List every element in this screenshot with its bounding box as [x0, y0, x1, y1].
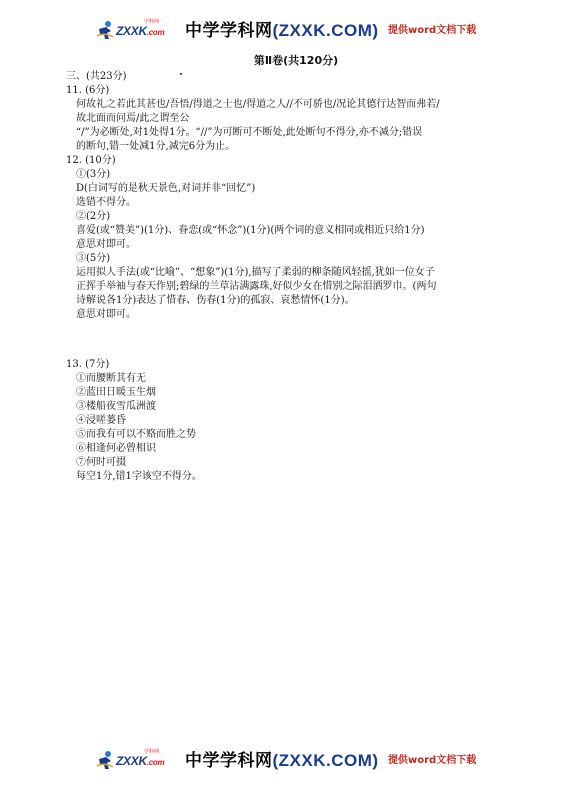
site-title-url: (ZXXK.COM) [272, 751, 379, 770]
site-title-url: (ZXXK.COM) [272, 21, 379, 40]
q12-line: 意思对即可。 [76, 239, 136, 250]
q12-line: 正挥手举袖与春天作别;碧绿的兰草沾满露珠,好似少女在惜别之际泪洒罗巾。(两句 [76, 281, 437, 292]
question-13 [66, 358, 526, 484]
q13-line: 每空1分,错1字该空不得分。 [76, 471, 202, 482]
zxxk-logo [96, 748, 174, 774]
q12-line: 选错不得分。 [76, 197, 136, 208]
logo-tiny-text: 学科网 [144, 19, 160, 25]
q13-line: ④浸嗟蒌昏 [76, 415, 126, 426]
runner-logo-icon [96, 750, 116, 770]
question-12-head: 12. (10分) [66, 155, 116, 166]
q11-line: 故北面而问焉/此之谓至公 [76, 113, 190, 124]
logo-brand: ZXXK.com [116, 754, 165, 768]
footer-banner [0, 740, 570, 780]
question-11 [66, 84, 526, 154]
q12-line: 意思对即可。 [76, 309, 136, 320]
site-title [185, 16, 379, 41]
q12-line: 喜爱(或“赞美”)(1分)、眷恋(或“怀念”)(1分)(两个词的意义相同或相近只给1分) [76, 225, 425, 236]
section-heading: 三、(共23分) [66, 71, 127, 82]
logo-tiny-text: 学科网 [144, 749, 160, 755]
header-banner [0, 10, 570, 50]
download-link[interactable]: 提供word文档下载 [388, 25, 477, 36]
q12-line: 诗解说各1分)表达了惜春、伤春(1分)的孤寂、哀愁情怀(1分)。 [76, 295, 355, 306]
runner-logo-icon [96, 20, 116, 40]
spacer [66, 322, 526, 358]
q13-line: ②蓝田日暖玉生烟 [76, 387, 156, 398]
q13-line: ⑤而我有可以不赂而胜之势 [76, 429, 196, 440]
logo-brand: ZXXK.com [116, 24, 165, 38]
download-link[interactable]: 提供word文档下载 [388, 755, 477, 766]
question-11-head: 11. (6分) [66, 85, 110, 96]
question-13-head: 13. (7分) [66, 359, 110, 370]
q11-line: 何故礼之若此其甚也/吾悟/得道之士也/得道之人//不可骄也/况论其德行达智而弗若/ [76, 99, 440, 110]
q12-line: D(白词写的是秋天景色,对词并非“回忆”) [76, 183, 256, 194]
stray-dot [180, 73, 182, 75]
q13-line: ①而腰断其有无 [76, 373, 146, 384]
site-title [185, 746, 379, 771]
q12-line: ②(2分) [76, 211, 111, 222]
q12-line: 运用拟人手法(或“比喻”、“想象”)(1分),描写了柔弱的柳条随风轻摇,犹如一位女子 [76, 267, 435, 278]
q11-line: 的断句,错一处减1分,减完6分为止。 [76, 141, 236, 152]
q11-line: “/”为必断处,对1处得1分。“//”为可断可不断处,此处断句不得分,亦不减分;错误 [76, 127, 423, 138]
site-title-cn: 中学学科网 [185, 751, 273, 771]
page-title: 第Ⅱ卷(共120分) [253, 54, 339, 67]
q12-line: ①(3分) [76, 169, 111, 180]
answer-sheet [66, 54, 526, 484]
q13-line: ⑥相逢何必曾相识 [76, 443, 156, 454]
q13-line: ③楼船夜雪瓜洲渡 [76, 401, 156, 412]
q13-line: ⑦何时可掇 [76, 457, 126, 468]
question-12 [66, 154, 526, 322]
zxxk-logo [96, 18, 174, 44]
site-title-cn: 中学学科网 [185, 21, 273, 41]
q12-line: ③(5分) [76, 253, 111, 264]
